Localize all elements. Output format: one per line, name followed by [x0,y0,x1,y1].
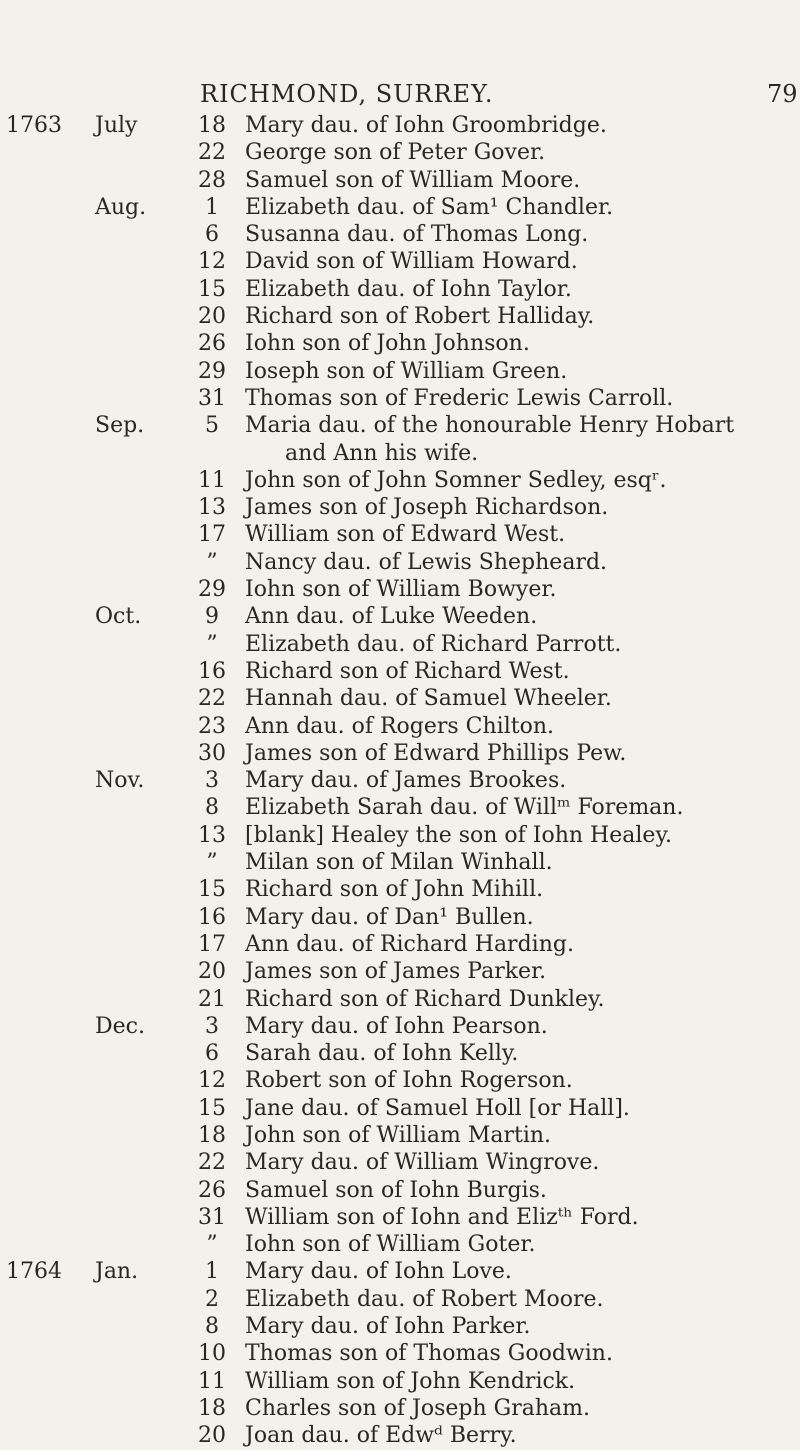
entry-day: 29 [198,577,226,603]
entry-text: John son of John Somner Sedley, esqʳ. [245,467,667,493]
entry-text: Elizabeth dau. of Robert Moore. [245,1286,604,1312]
entry-day: 20 [198,959,226,985]
page-number: 79 [767,80,798,108]
entry-day: 15 [198,276,226,302]
register-entry [0,1340,800,1367]
entry-text: Mary dau. of Iohn Groombridge. [245,113,607,138]
entry-text: Jane dau. of Samuel Holl [or Hall]. [245,1095,630,1121]
register-entry [0,1395,800,1422]
register-entry [0,521,800,548]
entry-text: Ann dau. of Rogers Chilton. [245,713,554,739]
register-entry [0,958,800,985]
running-head: RICHMOND, SURREY. [200,80,494,108]
entry-day: 10 [198,1341,226,1367]
entry-text: Elizabeth dau. of Richard Parrott. [245,631,622,657]
entry-text: [blank] Healey the son of Iohn Healey. [245,822,672,848]
register-entry [0,658,800,685]
entry-day: 15 [198,877,226,903]
entry-day: ” [206,850,218,876]
register-entry [0,876,800,903]
register-entry [0,1231,800,1258]
register-entry [0,549,800,576]
register-entry [0,303,800,330]
entry-day: 22 [198,140,226,166]
register-entry [0,1122,800,1149]
entry-text: Richard son of Robert Halliday. [245,304,595,330]
entry-text: Nancy dau. of Lewis Shepheard. [245,549,608,575]
entry-text: William son of John Kendrick. [245,1368,576,1394]
register-entry [0,221,800,248]
entry-text: Elizabeth dau. of Sam¹ Chandler. [245,194,614,220]
register-entry [0,1286,800,1313]
entry-month: Aug. [95,194,147,220]
register-entry [0,1258,800,1285]
entry-text: Sarah dau. of Iohn Kelly. [245,1041,519,1067]
entry-text: Ann dau. of Richard Harding. [245,931,574,957]
entry-day: ” [206,1232,218,1258]
entry-day: 5 [205,413,219,439]
register-entry [0,167,800,194]
entry-year: 1764 [6,1259,62,1285]
entry-day: 12 [198,1068,226,1094]
register-entry [0,440,800,467]
entry-month: July [95,113,138,138]
register-entry [0,1013,800,1040]
register-entry [0,904,800,931]
entry-day: 11 [198,467,226,493]
entry-text: David son of William Howard. [245,249,578,275]
register-entry [0,1313,800,1340]
entry-text: Iohn son of William Goter. [245,1232,536,1258]
entry-day: 22 [198,1150,226,1176]
register-entry [0,194,800,221]
entry-year: 1763 [6,113,62,138]
register-entry [0,767,800,794]
entry-day: 21 [198,986,226,1012]
entry-text: Mary dau. of Iohn Pearson. [245,1013,548,1039]
entry-day: 13 [198,495,226,521]
register-entry [0,794,800,821]
entry-day: 12 [198,249,226,275]
entry-text: Mary dau. of James Brookes. [245,768,567,794]
entry-day: 6 [205,1041,219,1067]
register-entry [0,248,800,275]
register-entry [0,822,800,849]
entry-day: 1 [205,194,219,220]
register-entry [0,740,800,767]
entry-text: James son of Joseph Richardson. [245,495,609,521]
entry-text: John son of William Martin. [245,1122,552,1148]
entry-text: Thomas son of Frederic Lewis Carroll. [245,385,674,411]
entry-text: Hannah dau. of Samuel Wheeler. [245,686,612,712]
register-entry [0,1204,800,1231]
entry-day: 23 [198,713,226,739]
register-entry [0,631,800,658]
entry-text: William son of Iohn and Elizᵗʰ Ford. [245,1204,639,1230]
entry-month: Sep. [95,413,145,439]
entry-text: Mary dau. of Iohn Love. [245,1259,512,1285]
baptism-register [0,112,800,1450]
entry-day: 20 [198,1423,226,1449]
entry-text: Charles son of Joseph Graham. [245,1395,591,1421]
entry-text: Elizabeth dau. of Iohn Taylor. [245,276,572,302]
entry-day: 18 [198,113,226,138]
entry-day: 11 [198,1368,226,1394]
entry-day: 16 [198,904,226,930]
entry-text: Ann dau. of Luke Weeden. [245,604,538,630]
entry-day: 22 [198,686,226,712]
register-entry [0,685,800,712]
entry-text: Milan son of Milan Winhall. [245,850,553,876]
entry-text: Susanna dau. of Thomas Long. [245,222,589,248]
entry-day: 18 [198,1395,226,1421]
entry-text: Joan dau. of Edwᵈ Berry. [245,1423,517,1449]
entry-text: Samuel son of William Moore. [245,167,581,193]
entry-day: 13 [198,822,226,848]
register-entry [0,849,800,876]
entry-month: Dec. [95,1013,145,1039]
entry-text: Richard son of John Mihill. [245,877,544,903]
register-entry [0,112,800,139]
entry-day: ” [206,549,218,575]
entry-month: Jan. [95,1259,139,1285]
entry-day: 20 [198,304,226,330]
entry-text: George son of Peter Gover. [245,140,546,166]
entry-text: Mary dau. of Dan¹ Bullen. [245,904,534,930]
register-entry [0,1149,800,1176]
entry-day: 8 [205,795,219,821]
entry-text: Iohn son of John Johnson. [245,331,530,357]
entry-day: 8 [205,1314,219,1340]
register-entry [0,1067,800,1094]
entry-month: Oct. [95,604,142,630]
entry-text: Thomas son of Thomas Goodwin. [245,1341,613,1367]
entry-text: Elizabeth Sarah dau. of Willᵐ Foreman. [245,795,684,821]
entry-text: James son of James Parker. [245,959,547,985]
register-entry [0,276,800,303]
register-entry [0,1422,800,1449]
entry-day: 31 [198,1204,226,1230]
entry-day: 16 [198,658,226,684]
entry-day: 17 [198,931,226,957]
register-entry [0,576,800,603]
entry-text: Ioseph son of William Green. [245,358,568,384]
register-entry [0,467,800,494]
register-entry [0,986,800,1013]
register-entry [0,1095,800,1122]
entry-text: Robert son of Iohn Rogerson. [245,1068,573,1094]
entry-month: Nov. [95,768,145,794]
register-entry [0,139,800,166]
entry-day: 15 [198,1095,226,1121]
entry-day: 9 [205,604,219,630]
entry-text: Samuel son of Iohn Burgis. [245,1177,547,1203]
entry-day: 31 [198,385,226,411]
register-entry [0,385,800,412]
entry-day: 3 [205,1013,219,1039]
entry-day: 6 [205,222,219,248]
entry-day: 30 [198,740,226,766]
entry-day: 3 [205,768,219,794]
entry-text: Iohn son of William Bowyer. [245,577,557,603]
entry-text: Maria dau. of the honourable Henry Hobart [245,413,735,439]
entry-day: 2 [205,1286,219,1312]
register-entry [0,713,800,740]
entry-day: ” [206,631,218,657]
register-entry [0,358,800,385]
entry-text: William son of Edward West. [245,522,566,548]
register-entry [0,330,800,357]
entry-text: James son of Edward Phillips Pew. [245,740,627,766]
entry-day: 17 [198,522,226,548]
entry-text: Mary dau. of William Wingrove. [245,1150,600,1176]
entry-text: and Ann his wife. [285,440,479,466]
entry-text: Richard son of Richard Dunkley. [245,986,605,1012]
register-entry [0,603,800,630]
register-entry [0,412,800,439]
entry-day: 29 [198,358,226,384]
entry-day: 26 [198,331,226,357]
entry-day: 18 [198,1122,226,1148]
entry-day: 1 [205,1259,219,1285]
register-entry [0,494,800,521]
entry-text: Mary dau. of Iohn Parker. [245,1314,531,1340]
entry-text: Richard son of Richard West. [245,658,570,684]
register-entry [0,1040,800,1067]
entry-day: 28 [198,167,226,193]
page-header [0,80,800,116]
entry-day: 26 [198,1177,226,1203]
register-entry [0,931,800,958]
register-entry [0,1177,800,1204]
